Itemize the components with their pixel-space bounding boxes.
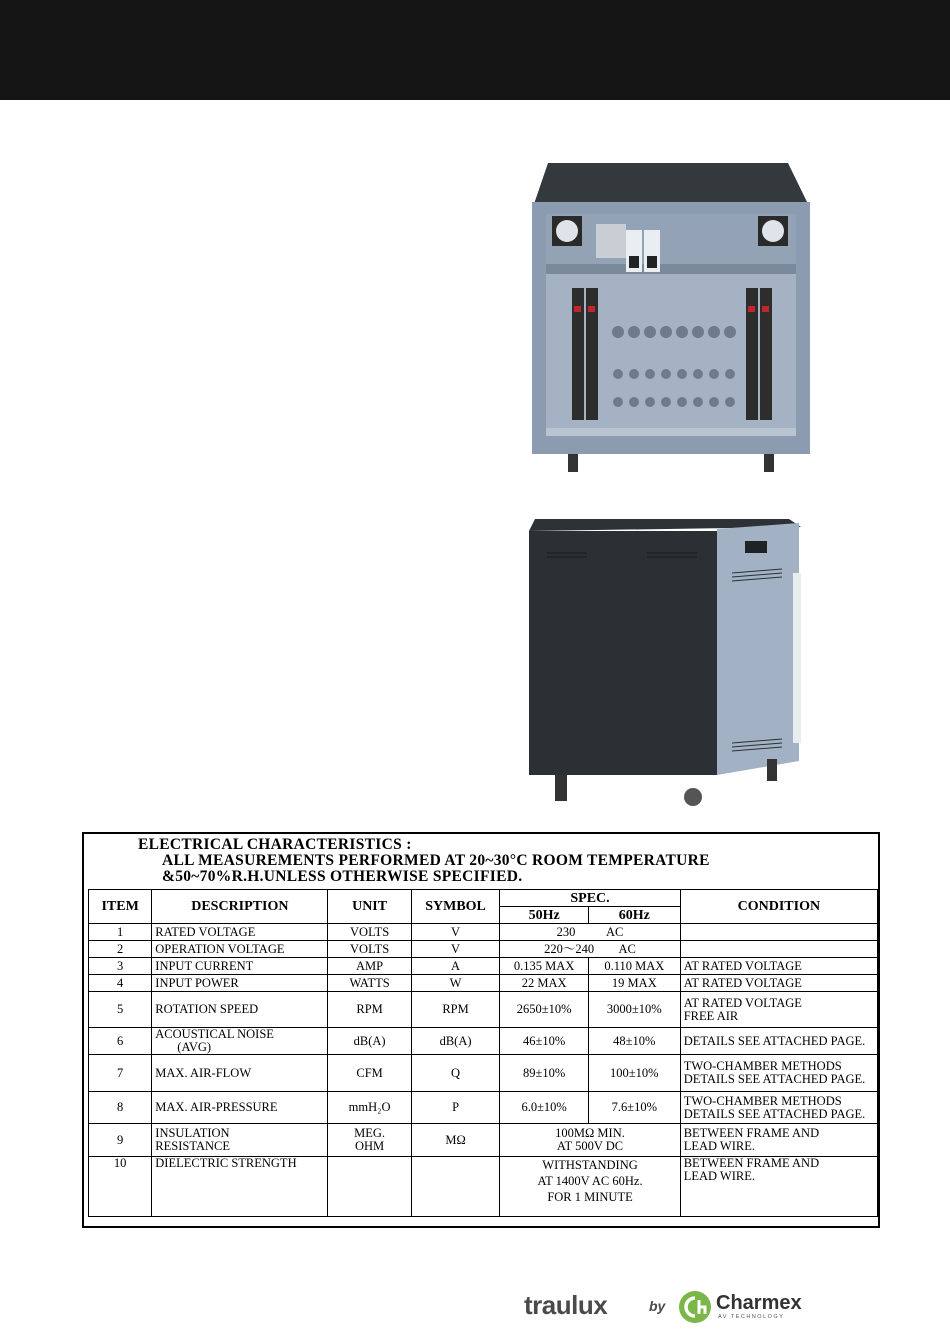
row-condition (680, 992, 877, 1028)
row-spec: 230 AC (500, 924, 680, 941)
row-description: MAX. AIR-FLOW (152, 1055, 328, 1092)
row-unit: WATTS (328, 975, 411, 992)
row-symbol: Q (411, 1055, 500, 1092)
cabinet-open-photo (526, 158, 816, 476)
condition-line-2: LEAD WIRE. (683, 1169, 755, 1183)
row-description: INPUT POWER (152, 975, 328, 992)
row-symbol (411, 1157, 500, 1217)
row-spec-60hz: 7.6±10% (588, 1092, 680, 1124)
row-item: 6 (89, 1028, 152, 1055)
header-item: ITEM (89, 890, 152, 924)
row-symbol: V (411, 941, 500, 958)
condition-line-1: TWO-CHAMBER METHODS (683, 1093, 842, 1108)
row-spec-50hz: 2650±10% (500, 992, 589, 1028)
row-condition (680, 1124, 877, 1157)
row-condition (680, 1157, 877, 1217)
table-row (89, 1028, 878, 1055)
footer-logo (524, 1290, 804, 1326)
header-unit: UNIT (328, 890, 411, 924)
header-condition: CONDITION (680, 890, 877, 924)
row-spec-60hz: 100±10% (588, 1055, 680, 1092)
row-unit (328, 1157, 411, 1217)
row-spec-60hz: 3000±10% (588, 992, 680, 1028)
spec-line-1: 100MΩ MIN. (555, 1126, 625, 1140)
description-line-2: RESISTANCE (155, 1139, 230, 1153)
row-spec-60hz: 0.110 MAX (588, 958, 680, 975)
row-description: RATED VOLTAGE (152, 924, 328, 941)
spec-subheading-1: ALL MEASUREMENTS PERFORMED AT 20~30°C ROOM TEMPERATURE (162, 852, 710, 869)
row-spec-50hz: 0.135 MAX (500, 958, 589, 975)
row-item: 7 (89, 1055, 152, 1092)
header-60hz: 60Hz (588, 907, 680, 924)
row-item: 8 (89, 1092, 152, 1124)
row-spec-50hz: 6.0±10% (500, 1092, 589, 1124)
row-unit (328, 1124, 411, 1157)
row-unit: VOLTS (328, 941, 411, 958)
row-item: 1 (89, 924, 152, 941)
row-spec-50hz: 89±10% (500, 1055, 589, 1092)
row-symbol: RPM (411, 992, 500, 1028)
row-spec-50hz: 22 MAX (500, 975, 589, 992)
row-unit: CFM (328, 1055, 411, 1092)
description-line-1: ACOUSTICAL NOISE (155, 1027, 274, 1041)
row-unit: VOLTS (328, 924, 411, 941)
row-item: 5 (89, 992, 152, 1028)
row-spec (500, 1124, 680, 1157)
condition-line-1: BETWEEN FRAME AND (683, 1126, 820, 1140)
cabinet-closed-photo (527, 513, 809, 810)
row-spec (500, 1157, 680, 1217)
row-description: OPERATION VOLTAGE (152, 941, 328, 958)
row-symbol: W (411, 975, 500, 992)
unit-line-1: MEG. (354, 1126, 386, 1140)
description-line-2: (AVG) (177, 1040, 212, 1054)
row-condition (680, 924, 877, 941)
condition-line-1: AT RATED VOLTAGE (683, 995, 802, 1010)
condition-line-2: DETAILS SEE ATTACHED PAGE. (683, 1106, 866, 1121)
row-unit: AMP (328, 958, 411, 975)
description-line-1: INSULATION (155, 1126, 230, 1140)
row-symbol: P (411, 1092, 500, 1124)
header-spec: SPEC. (500, 890, 680, 907)
row-description: ROTATION SPEED (152, 992, 328, 1028)
row-condition: AT RATED VOLTAGE (680, 958, 877, 975)
row-description (152, 1124, 328, 1157)
spec-line-2: AT 1400V AC 60Hz. (537, 1174, 643, 1188)
row-spec: 220～240 AC (500, 941, 680, 958)
spec-line-2: AT 500V DC (556, 1139, 624, 1153)
row-condition: AT RATED VOLTAGE (680, 975, 877, 992)
table-row (89, 975, 878, 992)
row-symbol: V (411, 924, 500, 941)
row-item: 9 (89, 1124, 152, 1157)
charmex-mark-icon (678, 1290, 712, 1324)
row-item: 10 (89, 1157, 152, 1217)
row-unit: RPM (328, 992, 411, 1028)
row-description: DIELECTRIC STRENGTH (152, 1157, 328, 1217)
row-item: 3 (89, 958, 152, 975)
electrical-characteristics-sheet (82, 832, 880, 1228)
charmex-logo: Charmex (716, 1292, 802, 1314)
condition-line-2: FREE AIR (683, 1008, 739, 1023)
row-spec-60hz: 19 MAX (588, 975, 680, 992)
spec-subheading-2: &50~70%R.H.UNLESS OTHERWISE SPECIFIED. (162, 868, 523, 885)
row-description: INPUT CURRENT (152, 958, 328, 975)
table-row (89, 1055, 878, 1092)
header-symbol: SYMBOL (411, 890, 500, 924)
condition-line-2: DETAILS SEE ATTACHED PAGE. (683, 1072, 866, 1086)
table-row (89, 1124, 878, 1157)
row-condition (680, 1092, 877, 1124)
spec-line-3: FOR 1 MINUTE (547, 1190, 633, 1204)
unit-line-2: OHM (355, 1139, 385, 1153)
spec-table (88, 889, 878, 1217)
row-condition (680, 1055, 877, 1092)
spec-line-1: WITHSTANDING (542, 1158, 638, 1172)
condition-line-2: LEAD WIRE. (683, 1139, 755, 1153)
table-row (89, 958, 878, 975)
traulux-logo: traulux (524, 1290, 608, 1320)
row-unit: dB(A) (328, 1028, 411, 1055)
row-item: 4 (89, 975, 152, 992)
row-description (152, 1028, 328, 1055)
spec-heading: ELECTRICAL CHARACTERISTICS : (138, 836, 412, 853)
row-spec-60hz: 48±10% (588, 1028, 680, 1055)
row-symbol: MΩ (411, 1124, 500, 1157)
table-row (89, 1092, 878, 1124)
table-row (89, 941, 878, 958)
condition-line-1: TWO-CHAMBER METHODS (683, 1059, 842, 1073)
header-description: DESCRIPTION (152, 890, 328, 924)
row-symbol: A (411, 958, 500, 975)
logo-by: by (649, 1298, 666, 1314)
row-condition (680, 941, 877, 958)
row-symbol: dB(A) (411, 1028, 500, 1055)
table-row (89, 992, 878, 1028)
row-spec-50hz: 46±10% (500, 1028, 589, 1055)
table-row (89, 1157, 878, 1217)
header-50hz: 50Hz (500, 907, 589, 924)
charmex-tagline: AV TECHNOLOGY (718, 1314, 785, 1320)
row-description: MAX. AIR-PRESSURE (152, 1092, 328, 1124)
row-unit: mmH₂O (328, 1092, 411, 1124)
top-banner (0, 0, 950, 100)
condition-line-1: BETWEEN FRAME AND (683, 1156, 820, 1170)
table-row (89, 924, 878, 941)
row-item: 2 (89, 941, 152, 958)
row-condition: DETAILS SEE ATTACHED PAGE. (680, 1028, 877, 1055)
